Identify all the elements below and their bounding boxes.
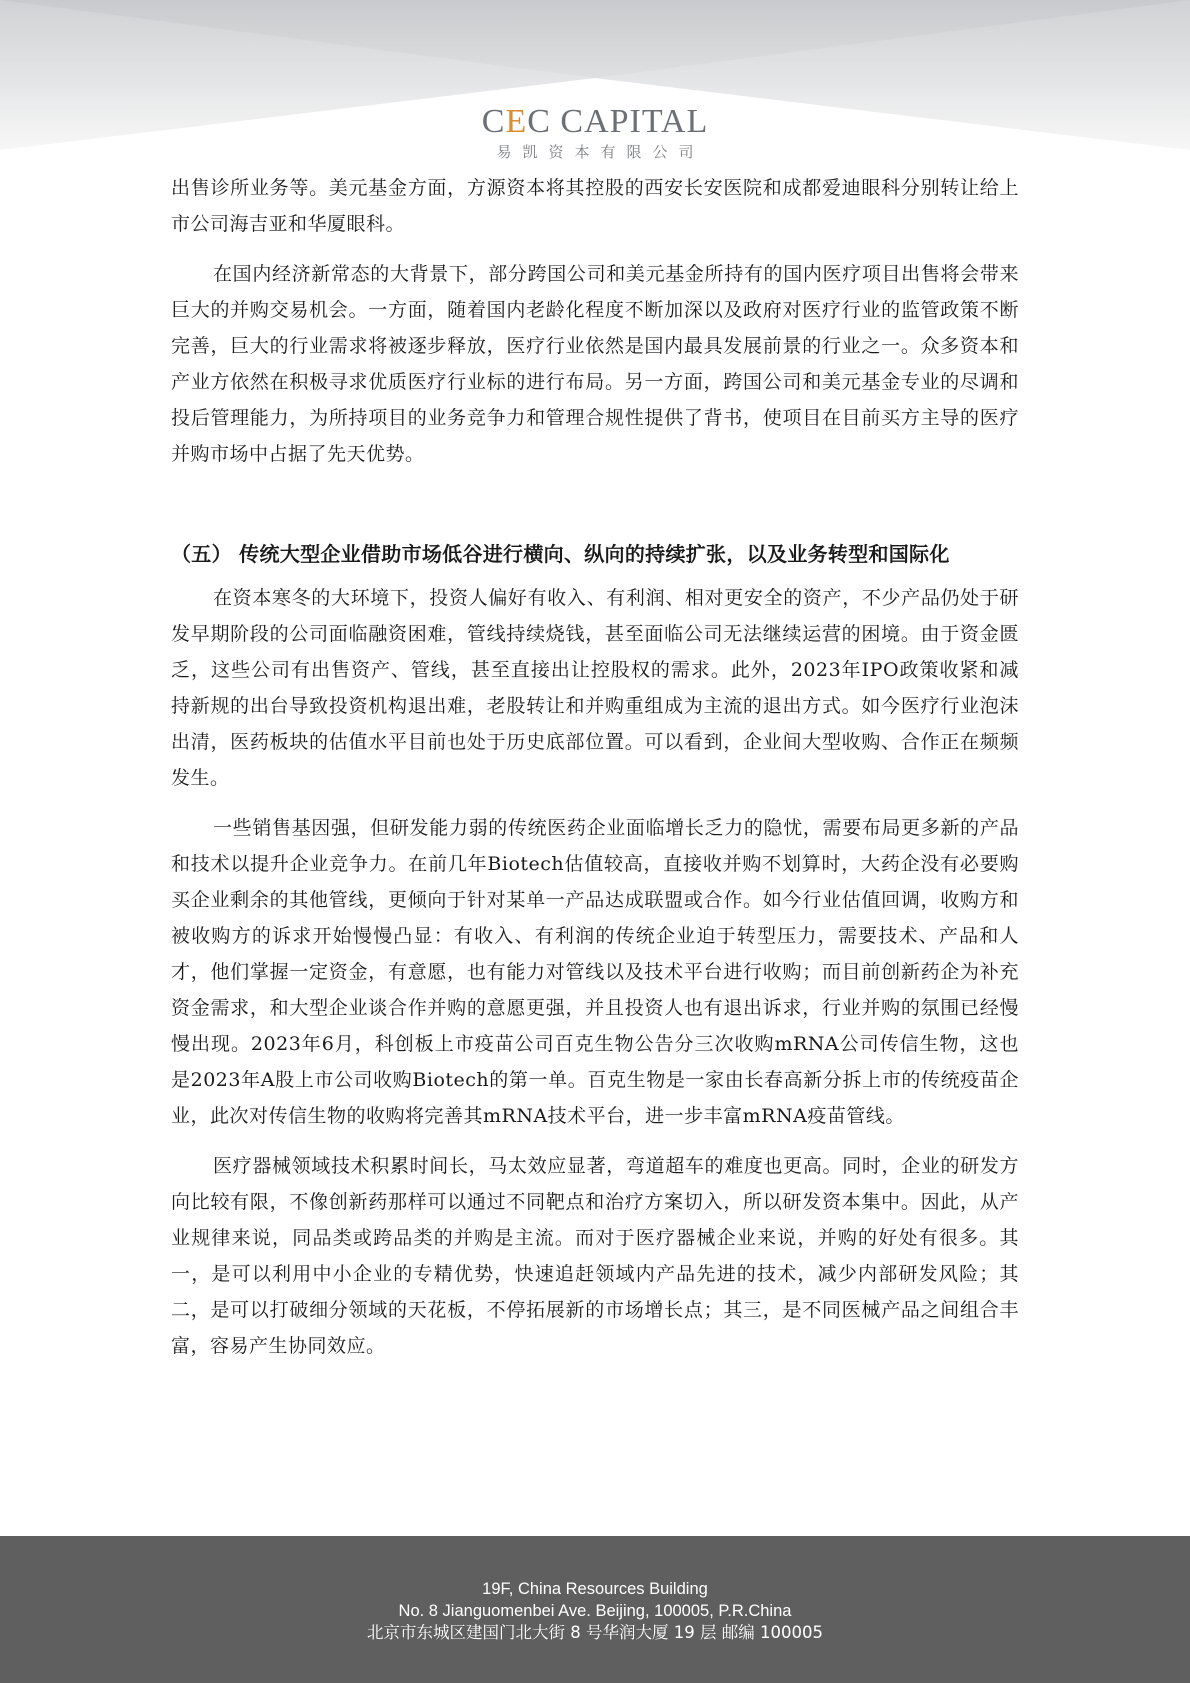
footer-address-line-1: 19F, China Resources Building — [482, 1580, 708, 1598]
logo-wordmark — [0, 104, 1190, 140]
paragraph-5: 医疗器械领域技术积累时间长，马太效应显著，弯道超车的难度也更高。同时，企业的研发方向比较有限，不像创新药那样可以通过不同靶点和治疗方案切入，所以研发资本集中。因此，从产业规律来说，同品类或跨品类的并购是主流。而对于医疗器械企业来说，并购的好处有很多。其一，是可以利用中小企业的专精优势，快速追赶领域内产品先进的技术，减少内部研发风险；其二，是可以打破细分领域的天花板，不停拓展新的市场增长点；其三，是不同医械产品之间组合丰富，容易产生协同效应。 — [171, 1155, 1019, 1357]
paragraph-4: 一些销售基因强，但研发能力弱的传统医药企业面临增长乏力的隐忧，需要布局更多新的产品和技术以提升企业竞争力。在前几年Biotech估值较高，直接收并购不划算时，大药企没有必要购买企业剩余的其他管线，更倾向于针对某单一产品达成联盟或合作。如今行业估值回调，收购方和被收购方的诉求开始慢慢凸显：有收入、有利润的传统企业迫于转型压力，需要技术、产品和人才，他们掌握一定资金，有意愿，也有能力对管线以及技术平台进行收购；而目前创新药企为补充资金需求，和大型企业谈合作并购的意愿更强，并且投资人也有退出诉求，行业并购的氛围已经慢慢出现。2023年6月，科创板上市疫苗公司百克生物公告分三次收购mRNA公司传信生物，这也是2023年A股上市公司收购Biotech的第一单。百克生物是一家由长春高新分拆上市的传统疫苗企业，此次对传信生物的收购将完善其mRNA技术平台，进一步丰富mRNA疫苗管线。 — [171, 817, 1019, 1127]
paragraph-1: 出售诊所业务等。美元基金方面，方源资本将其控股的西安长安医院和成都爱迪眼科分别转让给上市公司海吉亚和华厦眼科。 — [171, 177, 1019, 235]
document-body — [171, 170, 1019, 1378]
footer-address-line-3: 北京市东城区建国门北大街 8 号华润大厦 19 层 邮编 100005 — [367, 1623, 823, 1642]
company-logo — [0, 104, 1190, 162]
logo-letter-c: C — [481, 103, 506, 140]
paragraph-3: 在资本寒冬的大环境下，投资人偏好有收入、有利润、相对更安全的资产，不少产品仍处于研发早期阶段的公司面临融资困难，管线持续烧钱，甚至面临公司无法继续运营的困境。由于资金匮乏，这些公司有出售资产、管线，甚至直接出让控股权的需求。此外，2023年IPO政策收紧和减持新规的出台导致投资机构退出难，老股转让和并购重组成为主流的退出方式。如今医疗行业泡沫出清，医药板块的估值水平目前也处于历史底部位置。可以看到，企业间大型收购、合作正在频频发生。 — [171, 587, 1019, 789]
logo-chinese-name: 易凯资本有限公司 — [496, 143, 705, 161]
paragraph-2: 在国内经济新常态的大背景下，部分跨国公司和美元基金所持有的国内医疗项目出售将会带来巨大的并购交易机会。一方面，随着国内老龄化程度不断加深以及政府对医疗行业的监管政策不断完善，巨大的行业需求将被逐步释放，医疗行业依然是国内最具发展前景的行业之一。众多资本和产业方依然在积极寻求优质医疗行业标的进行布局。另一方面，跨国公司和美元基金专业的尽调和投后管理能力，为所持项目的业务竞争力和管理合规性提供了背书，使项目在目前买方主导的医疗并购市场中占据了先天优势。 — [171, 263, 1019, 465]
footer-address-line-2: No. 8 Jianguomenbei Ave. Beijing, 100005, P.R.China — [398, 1602, 792, 1620]
page-footer — [0, 1536, 1190, 1683]
section-heading: （五） 传统大型企业借助市场低谷进行横向、纵向的持续扩张，以及业务转型和国际化 — [171, 542, 950, 566]
logo-wordmark-rest: C CAPITAL — [527, 103, 709, 140]
logo-letter-e: E — [505, 103, 528, 140]
